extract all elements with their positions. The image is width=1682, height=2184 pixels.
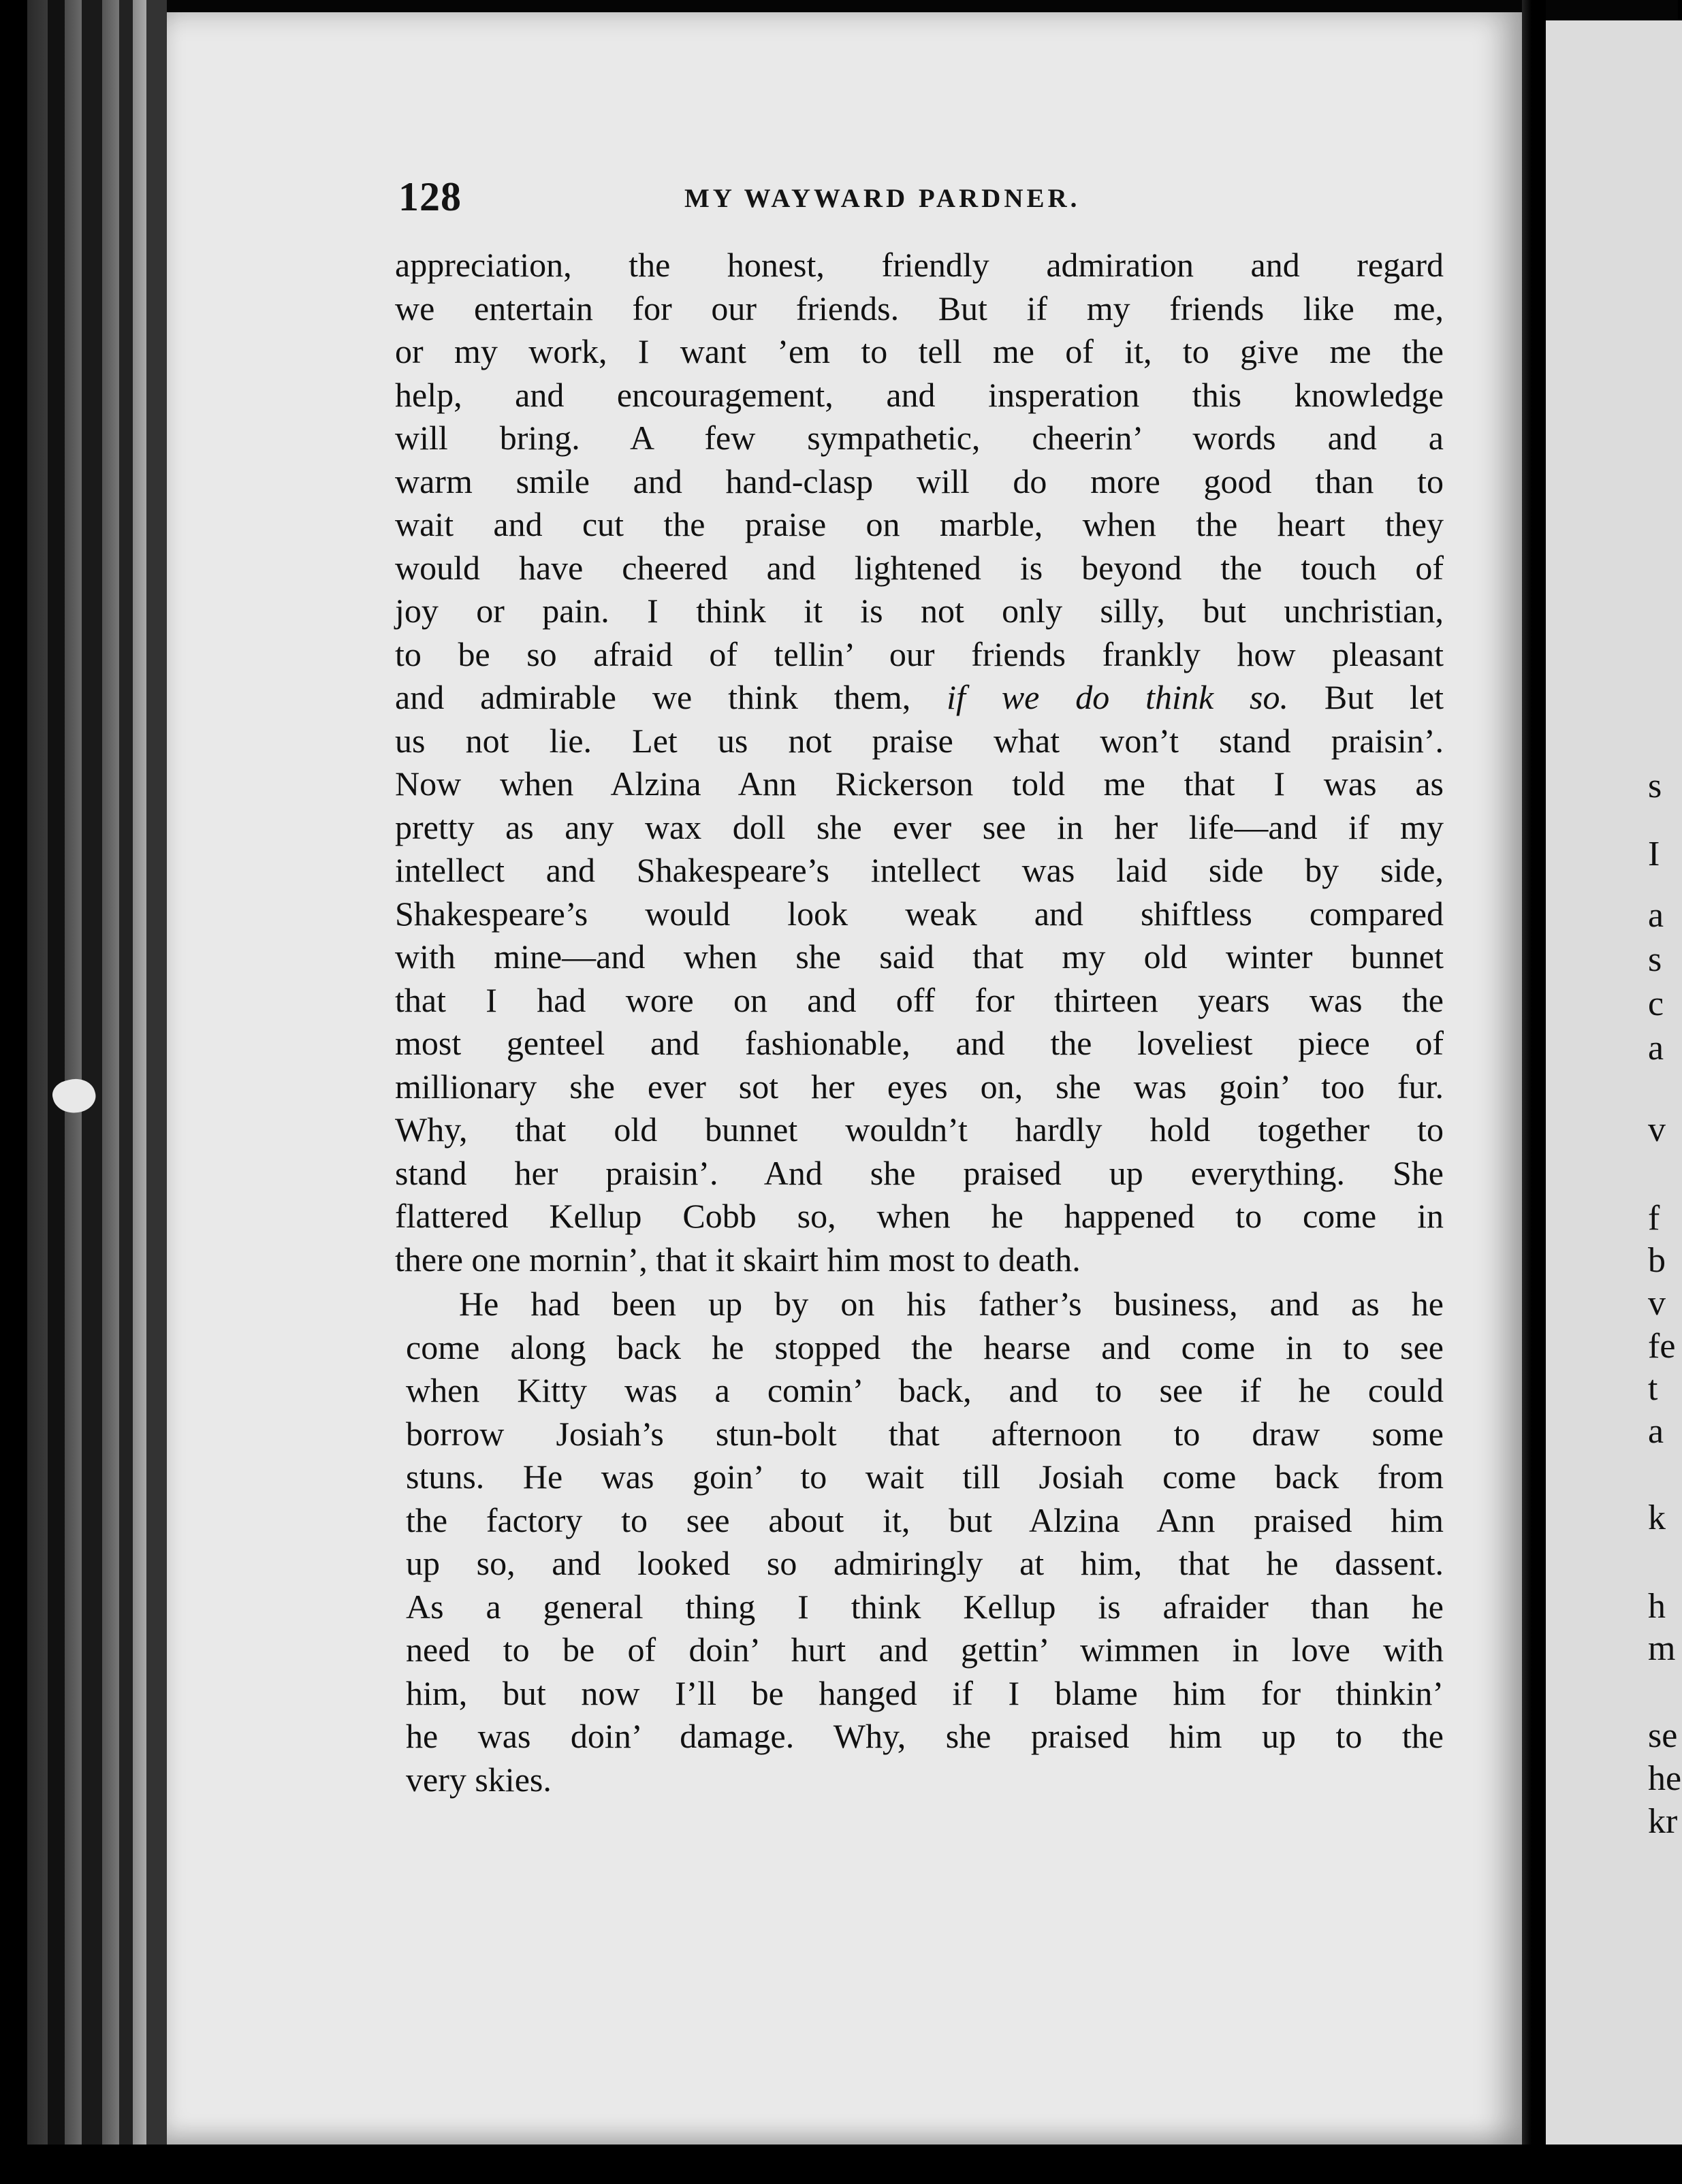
text-line: with mine—and when she said that my old winter bunnet	[395, 937, 1444, 976]
facing-page-fragment: k	[1648, 1498, 1666, 1537]
text-line: warm smile and hand-clasp will do more good than to	[395, 462, 1444, 500]
text-line: help, and encouragement, and insperation this knowledge	[395, 375, 1444, 414]
text-line: He had been up by on his father’s business, and as he	[459, 1285, 1444, 1323]
facing-page-fragment: a	[1648, 896, 1664, 935]
facing-page-edge	[1546, 20, 1682, 2145]
facing-page-fragment: c	[1648, 984, 1664, 1023]
facing-page-fragment: s	[1648, 767, 1662, 805]
facing-page-fragment: t	[1648, 1369, 1658, 1408]
book-gutter	[1522, 0, 1546, 2184]
text-line: borrow Josiah’s stun-bolt that afternoon to draw some	[406, 1414, 1444, 1453]
body-text	[395, 244, 1444, 1801]
text-line: or my work, I want ’em to tell me of it, to give me the	[395, 332, 1444, 370]
text-line: Now when Alzina Ann Rickerson told me that I was as	[395, 765, 1444, 803]
text-line: pretty as any wax doll she ever see in her life—and if my	[395, 807, 1444, 846]
text-line-start: and admirable we think them,	[395, 678, 911, 716]
running-title: MY WAYWARD PARDNER.	[684, 184, 1081, 213]
paragraph-2	[395, 1283, 1444, 1801]
text-line: him, but now I’ll be hanged if I blame him for thinkin’	[406, 1673, 1444, 1712]
text-line: millionary she ever sot her eyes on, she was goin’ too fur.	[395, 1067, 1444, 1106]
facing-page-fragment: he	[1648, 1759, 1682, 1798]
text-line: the factory to see about it, but Alzina Ann praised him	[406, 1500, 1444, 1539]
text-line: intellect and Shakespeare’s intellect was laid side by side,	[395, 851, 1444, 889]
facing-page-fragment: m	[1648, 1629, 1676, 1668]
facing-page-fragment: se	[1648, 1716, 1678, 1755]
text-line: flattered Kellup Cobb so, when he happened to come in	[395, 1197, 1444, 1235]
text-line: stand her praisin’. And she praised up everything. She	[395, 1153, 1444, 1192]
text-line: come along back he stopped the hearse and come in to see	[406, 1328, 1444, 1366]
text-line: will bring. A few sympathetic, cheerin’ words and a	[395, 419, 1444, 457]
text-line: when Kitty was a comin’ back, and to see if he could	[406, 1371, 1444, 1409]
text-line: would have cheered and lightened is beyond the touch of	[395, 548, 1444, 587]
text-line: appreciation, the honest, friendly admiration and regard	[395, 246, 1444, 284]
facing-page-fragment: h	[1648, 1587, 1666, 1626]
paragraph-1	[395, 244, 1444, 1281]
text-line: that I had wore on and off for thirteen years was the	[395, 980, 1444, 1019]
text-line: he was doin’ damage. Why, she praised him up to the	[406, 1717, 1444, 1755]
text-line: there one mornin’, that it skairt him most to death.	[395, 1240, 1081, 1279]
text-line-end: But let	[1324, 678, 1444, 716]
italic-phrase: if we do think so.	[947, 678, 1289, 716]
facing-page-fragment: kr	[1648, 1802, 1678, 1841]
text-line: joy or pain. I think it is not only silly, but unchristian,	[395, 592, 1444, 630]
text-line: very skies.	[406, 1760, 552, 1799]
text-line: most genteel and fashionable, and the loveliest piece of	[395, 1024, 1444, 1062]
facing-page-fragment: v	[1648, 1284, 1666, 1323]
facing-page-fragment: I	[1648, 835, 1660, 873]
facing-page-fragment: v	[1648, 1110, 1666, 1149]
page-number: 128	[398, 174, 462, 219]
text-line: stuns. He was goin’ to wait till Josiah come back from	[406, 1458, 1444, 1496]
facing-page-fragment: s	[1648, 940, 1662, 979]
text-line: As a general thing I think Kellup is afraider than he	[406, 1587, 1444, 1626]
text-line: up so, and looked so admiringly at him, that he dassent.	[406, 1544, 1444, 1582]
text-line: we entertain for our friends. But if my friends like me,	[395, 289, 1444, 327]
text-line: Shakespeare’s would look weak and shiftless compared	[395, 894, 1444, 933]
facing-page-fragment: a	[1648, 1029, 1664, 1067]
scan-border-bottom	[0, 2145, 1678, 2184]
text-line: to be so afraid of tellin’ our friends frankly how pleasant	[395, 635, 1444, 673]
facing-page-fragment: f	[1648, 1199, 1660, 1238]
text-line: need to be of doin’ hurt and gettin’ wimmen in love with	[406, 1631, 1444, 1669]
text-line: Why, that old bunnet wouldn’t hardly hold together to	[395, 1110, 1444, 1149]
text-line: us not lie. Let us not praise what won’t stand praisin’.	[395, 721, 1444, 760]
facing-page-fragment: b	[1648, 1241, 1666, 1280]
facing-page-fragment: a	[1648, 1412, 1664, 1451]
page-header	[398, 174, 1427, 228]
text-line: wait and cut the praise on marble, when the heart they	[395, 505, 1444, 543]
facing-page-fragment: fe	[1648, 1327, 1676, 1366]
text-line-with-italic	[395, 676, 1444, 720]
